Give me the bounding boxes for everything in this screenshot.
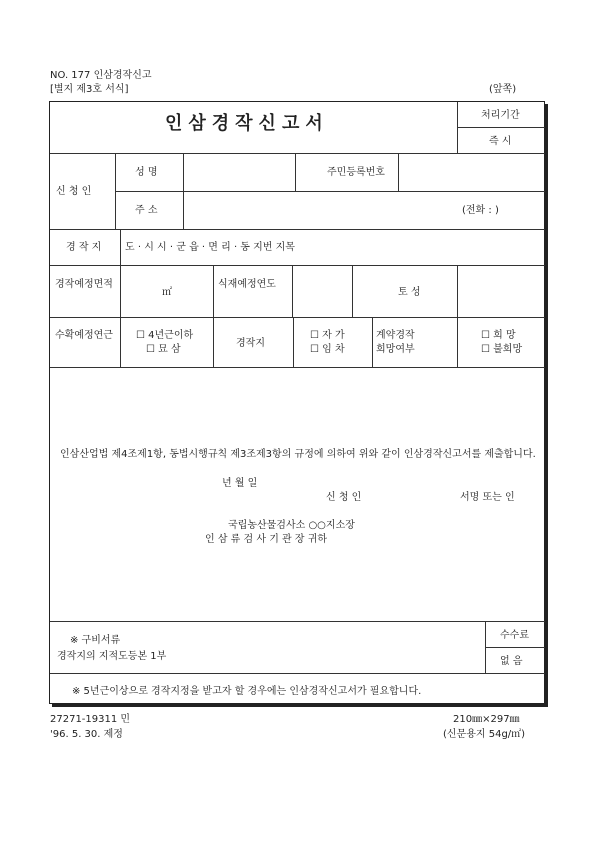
footer-size: 210㎜×297㎜ xyxy=(453,714,520,725)
plant-year-field[interactable] xyxy=(293,266,351,316)
footer-code: 27271-19311 민 xyxy=(50,714,131,725)
phone-label: (전화 : ) xyxy=(462,205,499,216)
address-field[interactable] xyxy=(184,192,454,228)
harvest-age-label: 수확예정연근 xyxy=(55,330,113,341)
contract-label-line1: 계약경작 xyxy=(376,330,415,341)
area-unit: ㎡ xyxy=(162,287,172,298)
note-text: ※ 5년근이상으로 경작지정을 받고자 할 경우에는 인삼경작신고서가 필요합니다. xyxy=(72,686,422,697)
harvest-option-seedling[interactable]: ☐ 묘 삼 xyxy=(146,344,181,355)
name-label: 성 명 xyxy=(135,167,158,178)
form-title: 인삼경작신고서 xyxy=(165,113,329,134)
footer-paper: (신문용지 54g/㎡) xyxy=(443,729,526,740)
fee-label: 수수료 xyxy=(500,630,529,641)
id-number-label: 주민등록번호 xyxy=(327,167,385,178)
farm-location-value[interactable]: 도 · 시 시 · 군 읍 · 면 리 · 동 지번 지목 xyxy=(125,242,295,253)
signer-label: 신 청 인 xyxy=(326,492,362,503)
form-number: NO. 177 인삼경작신고 xyxy=(50,70,152,81)
required-docs-title: ※ 구비서류 xyxy=(70,635,121,646)
field-type-label: 경작지 xyxy=(236,338,265,349)
date-line: 년 월 일 xyxy=(222,478,258,489)
processing-period-value: 즉 시 xyxy=(489,136,512,147)
id-number-field[interactable] xyxy=(399,154,544,190)
farm-location-label: 경 작 지 xyxy=(66,242,102,253)
form-appendix: [별지 제3호 서식] xyxy=(50,84,129,95)
address-label: 주 소 xyxy=(135,205,158,216)
contract-option-no[interactable]: ☐ 불희망 xyxy=(481,344,523,355)
name-field[interactable] xyxy=(184,154,294,190)
soil-field[interactable] xyxy=(458,266,544,316)
harvest-option-under4[interactable]: ☐ 4년근이하 xyxy=(136,330,194,341)
processing-period-label: 처리기간 xyxy=(481,110,520,121)
contract-label-line2: 희망여부 xyxy=(376,344,415,355)
field-option-own[interactable]: ☐ 자 가 xyxy=(310,330,345,341)
declaration-text: 인삼산업법 제4조제1항, 동법시행규칙 제3조제3항의 규정에 의하여 위와 같이 인삼경작신고서를 제출합니다. xyxy=(60,449,536,460)
plant-year-label: 식재예정연도 xyxy=(218,279,276,290)
area-label: 경작예정면적 xyxy=(55,279,113,290)
fee-value: 없 음 xyxy=(500,656,523,667)
footer-enacted: '96. 5. 30. 제정 xyxy=(50,729,123,740)
signature-text: 서명 또는 인 xyxy=(460,492,515,503)
applicant-label: 신 청 인 xyxy=(56,186,92,197)
office-name: 국립농산물검사소 ○○지소장 xyxy=(228,520,355,531)
required-docs-item: 경작지의 지적도등본 1부 xyxy=(57,651,167,662)
soil-label: 토 성 xyxy=(398,287,421,298)
contract-option-yes[interactable]: ☐ 희 망 xyxy=(481,330,516,341)
recipient: 인 삼 류 검 사 기 관 장 귀하 xyxy=(205,534,328,545)
field-option-lease[interactable]: ☐ 임 차 xyxy=(310,344,345,355)
page-side: (앞쪽) xyxy=(489,84,517,95)
